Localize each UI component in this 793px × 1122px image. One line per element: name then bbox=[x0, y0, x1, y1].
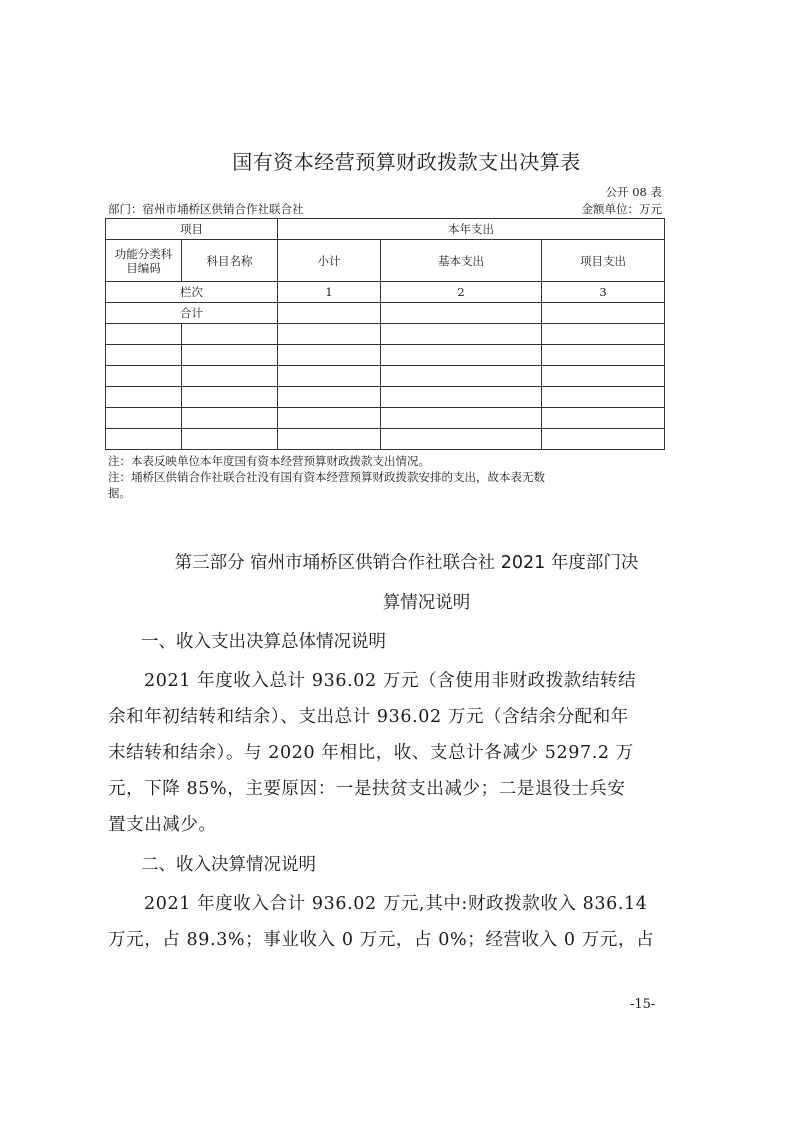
table-cell bbox=[542, 366, 665, 387]
table-cell bbox=[106, 345, 182, 366]
table-row bbox=[106, 408, 665, 429]
table-cell bbox=[542, 387, 665, 408]
table-cell bbox=[278, 324, 381, 345]
header-subject-name: 科目名称 bbox=[182, 240, 278, 282]
header-basic-expense: 基本支出 bbox=[381, 240, 542, 282]
table-cell bbox=[381, 408, 542, 429]
section-1-line-2: 余和年初结转和结余）、支出总计 936.02 万元（含结余分配和年 bbox=[108, 707, 629, 727]
table-note-2: 注：埇桥区供销合作社联合社没有国有资本经营预算财政拨款安排的支出，故本表无数 bbox=[108, 470, 545, 484]
table-cell bbox=[106, 387, 182, 408]
header-project-expense: 项目支出 bbox=[542, 240, 665, 282]
table-cell bbox=[542, 429, 665, 450]
table-row bbox=[106, 366, 665, 387]
column-index-label: 栏次 bbox=[106, 282, 278, 303]
column-index-1: 1 bbox=[278, 282, 381, 303]
section-2-heading: 二、收入决算情况说明 bbox=[141, 855, 316, 875]
table-cell bbox=[278, 408, 381, 429]
section-2-line-1: 2021 年度收入合计 936.02 万元,其中:财政拨款收入 836.14 bbox=[144, 894, 648, 914]
table-cell bbox=[182, 345, 278, 366]
column-index-3: 3 bbox=[542, 282, 665, 303]
header-subtotal: 小计 bbox=[278, 240, 381, 282]
page-number: -15- bbox=[630, 997, 656, 1012]
department-label: 部门：宿州市埇桥区供销合作社联合社 bbox=[108, 202, 304, 216]
table-row bbox=[106, 387, 665, 408]
table-cell bbox=[278, 345, 381, 366]
table-title: 国有资本经营预算财政拨款支出决算表 bbox=[232, 150, 581, 174]
table-cell bbox=[106, 408, 182, 429]
table-cell bbox=[542, 345, 665, 366]
table-cell bbox=[106, 366, 182, 387]
table-cell bbox=[182, 429, 278, 450]
table-note-3: 据。 bbox=[108, 486, 131, 500]
section-1-line-5: 置支出减少。 bbox=[108, 815, 217, 835]
total-row bbox=[106, 303, 665, 324]
section-1-line-1: 2021 年度收入总计 936.02 万元（含使用非财政拨款结转结 bbox=[144, 671, 637, 691]
table-cell bbox=[381, 345, 542, 366]
column-index-row bbox=[106, 282, 665, 303]
table-cell bbox=[182, 408, 278, 429]
total-project bbox=[542, 303, 665, 324]
table-cell bbox=[381, 429, 542, 450]
part-title-line-1: 第三部分 宿州市埇桥区供销合作社联合社 2021 年度部门决 bbox=[174, 553, 639, 573]
part-title-line-2: 算情况说明 bbox=[382, 593, 471, 613]
table-header-row-1 bbox=[106, 219, 665, 240]
table-cell bbox=[542, 324, 665, 345]
section-1-heading: 一、收入支出决算总体情况说明 bbox=[141, 632, 386, 652]
table-cell bbox=[106, 324, 182, 345]
table-header-row-2 bbox=[106, 240, 665, 282]
unit-label: 金额单位：万元 bbox=[581, 202, 662, 216]
table-cell bbox=[182, 387, 278, 408]
table-row bbox=[106, 429, 665, 450]
table-cell bbox=[278, 387, 381, 408]
header-item: 项目 bbox=[106, 219, 278, 240]
table-cell bbox=[182, 324, 278, 345]
table-cell bbox=[381, 366, 542, 387]
section-1-line-3: 末结转和结余）。与 2020 年相比，收、支总计各减少 5297.2 万 bbox=[108, 743, 634, 763]
table-row bbox=[106, 324, 665, 345]
table-cell bbox=[381, 324, 542, 345]
table-note-1: 注：本表反映单位本年度国有资本经营预算财政拨款支出情况。 bbox=[108, 454, 430, 468]
total-basic bbox=[381, 303, 542, 324]
table-cell bbox=[106, 429, 182, 450]
table-cell bbox=[381, 387, 542, 408]
section-1-line-4: 元，下降 85%，主要原因：一是扶贫支出减少；二是退役士兵安 bbox=[108, 779, 626, 799]
table-row bbox=[106, 345, 665, 366]
table-cell bbox=[182, 366, 278, 387]
table-cell bbox=[278, 429, 381, 450]
table-cell bbox=[542, 408, 665, 429]
column-index-2: 2 bbox=[381, 282, 542, 303]
total-subtotal bbox=[278, 303, 381, 324]
header-current-year-expense: 本年支出 bbox=[278, 219, 665, 240]
form-number: 公开 08 表 bbox=[605, 185, 662, 199]
header-func-code: 功能分类科目编码 bbox=[106, 240, 182, 282]
table-cell bbox=[278, 366, 381, 387]
budget-table bbox=[105, 218, 665, 450]
section-2-line-2: 万元，占 89.3%；事业收入 0 万元，占 0%；经营收入 0 万元，占 bbox=[108, 930, 655, 950]
total-label: 合计 bbox=[106, 303, 278, 324]
